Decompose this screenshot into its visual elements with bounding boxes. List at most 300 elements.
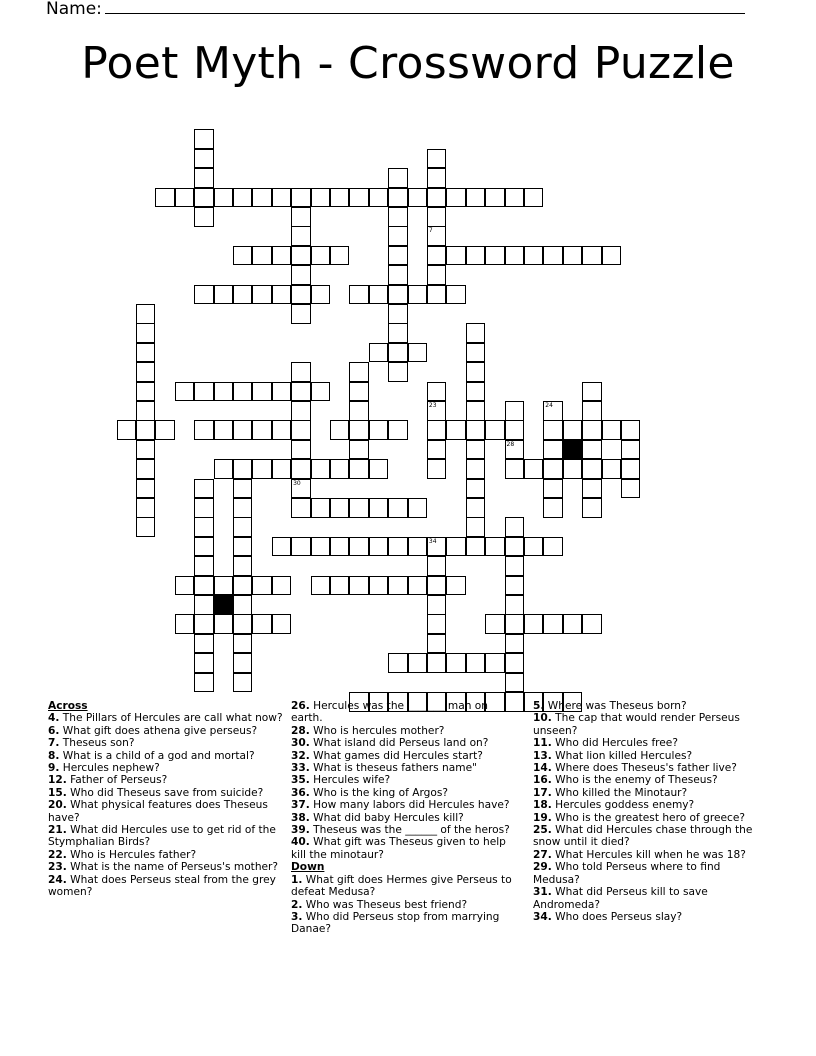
grid-cell[interactable] <box>252 382 272 402</box>
grid-cell[interactable] <box>136 343 156 363</box>
clue-number: 3. <box>291 910 303 923</box>
grid-cell[interactable] <box>466 653 486 673</box>
grid-cell[interactable] <box>252 576 272 596</box>
grid-cell[interactable] <box>485 420 505 440</box>
grid-cell[interactable] <box>427 401 447 421</box>
grid-cell[interactable] <box>582 459 602 479</box>
grid-cell[interactable] <box>446 246 466 266</box>
clue-text: Hercules wife? <box>309 774 391 787</box>
grid-cell[interactable] <box>272 576 292 596</box>
grid-cell[interactable] <box>369 343 389 363</box>
grid-cell[interactable] <box>272 614 292 634</box>
grid-cell[interactable] <box>369 576 389 596</box>
grid-cell[interactable] <box>466 459 486 479</box>
grid-cell[interactable] <box>446 285 466 305</box>
grid-cell[interactable] <box>194 517 214 537</box>
grid-cell[interactable] <box>233 517 253 537</box>
across-clue <box>291 762 521 774</box>
grid-cell[interactable] <box>369 285 389 305</box>
grid-cell[interactable] <box>582 246 602 266</box>
grid-cell[interactable] <box>466 537 486 557</box>
clue-text: What physical features does Theseus have? <box>48 799 268 824</box>
grid-cell[interactable] <box>388 188 408 208</box>
grid-cell[interactable] <box>311 285 331 305</box>
grid-cell[interactable] <box>291 304 311 324</box>
clue-number: 24. <box>48 873 67 886</box>
grid-cell[interactable] <box>408 537 428 557</box>
grid-cell[interactable] <box>466 420 486 440</box>
grid-cell[interactable] <box>233 188 253 208</box>
grid-cell[interactable] <box>427 653 447 673</box>
grid-cell[interactable] <box>194 673 214 693</box>
grid-cell[interactable] <box>369 537 389 557</box>
grid-cell[interactable] <box>194 207 214 227</box>
grid-cell[interactable] <box>136 420 156 440</box>
clue-text: What did Hercules use to get rid of the Stymphalian Birds? <box>48 824 276 849</box>
grid-cell[interactable] <box>233 459 253 479</box>
grid-cell[interactable] <box>582 440 602 460</box>
grid-cell[interactable] <box>621 440 641 460</box>
grid-cell[interactable] <box>291 459 311 479</box>
clue-number: 30. <box>291 737 310 750</box>
grid-cell[interactable] <box>349 459 369 479</box>
grid-cell[interactable] <box>291 401 311 421</box>
grid-cell[interactable] <box>466 517 486 537</box>
grid-cell[interactable] <box>194 576 214 596</box>
grid-cell[interactable] <box>427 420 447 440</box>
grid-cell[interactable] <box>291 440 311 460</box>
down-clue <box>533 861 765 886</box>
grid-cell[interactable] <box>543 420 563 440</box>
grid-cell[interactable] <box>175 614 195 634</box>
grid-cell[interactable] <box>233 246 253 266</box>
grid-cell[interactable] <box>272 188 292 208</box>
grid-cell[interactable] <box>427 634 447 654</box>
grid-cell[interactable] <box>155 188 175 208</box>
grid-cell[interactable] <box>427 149 447 169</box>
grid-cell[interactable] <box>194 285 214 305</box>
grid-cell[interactable] <box>388 420 408 440</box>
grid-cell[interactable] <box>408 498 428 518</box>
grid-cell[interactable] <box>194 614 214 634</box>
grid-cell[interactable] <box>427 285 447 305</box>
grid-cell[interactable] <box>524 537 544 557</box>
grid-cell[interactable] <box>194 149 214 169</box>
clue-text: What is the name of Perseus's mother? <box>66 861 279 874</box>
grid-cell[interactable] <box>602 459 622 479</box>
clue-text: What did Perseus kill to save Andromeda? <box>533 886 708 911</box>
grid-cell[interactable] <box>252 459 272 479</box>
grid-cell[interactable] <box>505 673 525 693</box>
grid-cell[interactable] <box>349 362 369 382</box>
grid-cell[interactable] <box>252 285 272 305</box>
grid-cell[interactable] <box>291 207 311 227</box>
grid-cell[interactable] <box>505 556 525 576</box>
clue-number: 23. <box>48 861 67 874</box>
cell-number: 7 <box>428 227 433 235</box>
across-clue <box>291 824 521 836</box>
down-clue <box>533 762 765 774</box>
grid-cell[interactable] <box>349 576 369 596</box>
grid-cell[interactable] <box>446 188 466 208</box>
grid-cell[interactable] <box>136 498 156 518</box>
grid-cell[interactable] <box>291 362 311 382</box>
grid-cell[interactable] <box>505 595 525 615</box>
grid-cell[interactable] <box>485 246 505 266</box>
grid-cell[interactable] <box>369 420 389 440</box>
grid-cell[interactable] <box>563 246 583 266</box>
grid-cell[interactable] <box>388 653 408 673</box>
grid-cell[interactable] <box>291 226 311 246</box>
clue-text: Hercules nephew? <box>59 762 160 775</box>
grid-cell[interactable] <box>291 479 311 499</box>
across-clue <box>48 874 284 899</box>
grid-cell[interactable] <box>214 382 234 402</box>
grid-cell[interactable] <box>602 246 622 266</box>
grid-cell[interactable] <box>388 537 408 557</box>
grid-cell[interactable] <box>291 420 311 440</box>
grid-cell[interactable] <box>466 498 486 518</box>
grid-cell[interactable] <box>194 188 214 208</box>
grid-cell[interactable] <box>136 401 156 421</box>
grid-cell[interactable] <box>214 188 234 208</box>
grid-cell[interactable] <box>252 246 272 266</box>
grid-cell[interactable] <box>272 382 292 402</box>
grid-cell[interactable] <box>330 576 350 596</box>
clue-number: 25. <box>533 824 552 837</box>
grid-cell[interactable] <box>311 188 331 208</box>
across-clue <box>48 762 284 774</box>
grid-cell[interactable] <box>543 440 563 460</box>
grid-cell[interactable] <box>427 382 447 402</box>
grid-cell[interactable] <box>136 304 156 324</box>
cell-number: 23 <box>428 402 437 409</box>
grid-cell[interactable] <box>582 401 602 421</box>
clue-number: 37. <box>291 799 310 812</box>
grid-cell[interactable] <box>349 440 369 460</box>
grid-cell[interactable] <box>582 382 602 402</box>
clue-text: Where was Theseus born? <box>544 700 687 712</box>
grid-cell[interactable] <box>233 420 253 440</box>
grid-cell[interactable] <box>563 459 583 479</box>
grid-cell[interactable] <box>233 653 253 673</box>
grid-cell[interactable] <box>175 188 195 208</box>
grid-cell[interactable] <box>233 498 253 518</box>
grid-cell[interactable] <box>427 168 447 188</box>
clue-number: 26. <box>291 700 310 712</box>
clue-number: 38. <box>291 811 310 824</box>
grid-cell[interactable] <box>388 498 408 518</box>
grid-cell[interactable] <box>311 246 331 266</box>
grid-cell[interactable] <box>621 459 641 479</box>
grid-cell[interactable] <box>272 537 292 557</box>
grid-cell[interactable] <box>291 265 311 285</box>
grid-cell[interactable] <box>563 614 583 634</box>
grid-cell[interactable] <box>446 576 466 596</box>
grid-cell[interactable] <box>408 188 428 208</box>
grid-cell[interactable] <box>252 420 272 440</box>
grid-cell[interactable] <box>233 537 253 557</box>
grid-cell[interactable] <box>252 188 272 208</box>
grid-cell[interactable] <box>194 556 214 576</box>
grid-cell[interactable] <box>427 246 447 266</box>
grid-cell[interactable] <box>214 614 234 634</box>
grid-cell[interactable] <box>194 634 214 654</box>
grid-cell[interactable] <box>349 498 369 518</box>
grid-cell[interactable] <box>233 595 253 615</box>
across-clue <box>291 700 521 725</box>
grid-cell[interactable] <box>155 420 175 440</box>
grid-cell[interactable] <box>582 420 602 440</box>
grid-cell[interactable] <box>466 323 486 343</box>
grid-cell[interactable] <box>466 479 486 499</box>
grid-cell[interactable] <box>291 188 311 208</box>
grid-cell[interactable] <box>505 614 525 634</box>
grid-cell[interactable] <box>233 576 253 596</box>
across-clue <box>291 812 521 824</box>
grid-cell[interactable] <box>194 420 214 440</box>
grid-cell[interactable] <box>291 537 311 557</box>
grid-cell[interactable] <box>505 420 525 440</box>
grid-cell[interactable] <box>194 595 214 615</box>
grid-cell[interactable] <box>388 362 408 382</box>
grid-cell[interactable] <box>446 653 466 673</box>
grid-cell[interactable] <box>408 653 428 673</box>
grid-cell[interactable] <box>233 556 253 576</box>
grid-cell[interactable] <box>427 614 447 634</box>
clue-text: What gift does athena give perseus? <box>59 724 258 737</box>
cell-number: 34 <box>428 537 437 545</box>
grid-cell[interactable] <box>446 420 466 440</box>
grid-cell[interactable] <box>349 401 369 421</box>
grid-cell[interactable] <box>291 246 311 266</box>
grid-cell[interactable] <box>369 188 389 208</box>
grid-cell[interactable] <box>388 343 408 363</box>
grid-cell[interactable] <box>233 634 253 654</box>
grid-cell[interactable] <box>117 420 137 440</box>
grid-cell[interactable] <box>136 459 156 479</box>
grid-cell[interactable] <box>252 614 272 634</box>
grid-cell[interactable] <box>330 188 350 208</box>
grid-cell[interactable] <box>311 459 331 479</box>
grid-cell[interactable] <box>427 459 447 479</box>
across-clue <box>48 774 284 786</box>
clue-text: What does Perseus steal from the grey women? <box>48 873 276 899</box>
grid-cell[interactable] <box>388 323 408 343</box>
grid-cell[interactable] <box>388 168 408 188</box>
down-clue <box>533 849 765 861</box>
grid-cell[interactable] <box>543 537 563 557</box>
grid-cell[interactable] <box>466 440 486 460</box>
grid-cell[interactable] <box>272 420 292 440</box>
clue-text: Who is the enemy of Theseus? <box>551 774 718 787</box>
grid-cell[interactable] <box>543 498 563 518</box>
grid-cell[interactable] <box>194 498 214 518</box>
grid-cell[interactable] <box>272 246 292 266</box>
grid-cell[interactable] <box>349 188 369 208</box>
down-clue <box>533 700 765 712</box>
grid-cell[interactable] <box>427 265 447 285</box>
grid-cell[interactable] <box>369 498 389 518</box>
grid-cell[interactable] <box>466 246 486 266</box>
grid-cell[interactable] <box>330 459 350 479</box>
grid-cell[interactable] <box>582 498 602 518</box>
grid-cell[interactable] <box>194 653 214 673</box>
grid-cell[interactable] <box>214 576 234 596</box>
grid-cell[interactable] <box>136 382 156 402</box>
grid-cell[interactable] <box>291 285 311 305</box>
across-clue <box>48 712 284 724</box>
grid-cell[interactable] <box>311 382 331 402</box>
across-clue <box>48 824 284 849</box>
grid-cell[interactable] <box>543 479 563 499</box>
clue-text: Who is the king of Argos? <box>309 786 448 799</box>
grid-cell[interactable] <box>427 207 447 227</box>
grid-cell[interactable] <box>136 362 156 382</box>
grid-cell[interactable] <box>505 401 525 421</box>
grid-cell[interactable] <box>272 285 292 305</box>
grid-cell[interactable] <box>543 459 563 479</box>
grid-cell[interactable] <box>466 401 486 421</box>
across-clue <box>291 737 521 749</box>
grid-cell[interactable] <box>466 362 486 382</box>
grid-cell[interactable] <box>330 246 350 266</box>
clue-text: Father of Perseus? <box>66 774 168 787</box>
grid-cell[interactable] <box>427 188 447 208</box>
grid-cell[interactable] <box>543 614 563 634</box>
grid-cell[interactable] <box>485 188 505 208</box>
grid-cell[interactable] <box>194 129 214 149</box>
grid-cell[interactable] <box>330 498 350 518</box>
clue-number: 4. <box>48 712 60 725</box>
grid-cell[interactable] <box>524 246 544 266</box>
grid-cell[interactable] <box>446 537 466 557</box>
grid-cell[interactable] <box>330 420 350 440</box>
grid-cell[interactable] <box>349 285 369 305</box>
clue-text: Hercules was the _______ man on earth. <box>291 700 488 725</box>
grid-cell[interactable] <box>291 498 311 518</box>
grid-cell[interactable] <box>543 246 563 266</box>
clue-number: 39. <box>291 824 310 837</box>
grid-cell[interactable] <box>214 285 234 305</box>
grid-cell[interactable] <box>388 226 408 246</box>
grid-cell[interactable] <box>388 265 408 285</box>
grid-cell[interactable] <box>427 537 447 557</box>
grid-cell[interactable] <box>388 246 408 266</box>
grid-cell[interactable] <box>388 576 408 596</box>
grid-cell[interactable] <box>466 343 486 363</box>
grid-cell[interactable] <box>602 420 622 440</box>
grid-cell[interactable] <box>485 614 505 634</box>
grid-cell[interactable] <box>349 382 369 402</box>
across-clue <box>48 799 284 824</box>
cell-number: 24 <box>545 402 553 409</box>
grid-cell[interactable] <box>233 614 253 634</box>
grid-cell[interactable] <box>505 246 525 266</box>
grid-cell[interactable] <box>427 576 447 596</box>
grid-cell[interactable] <box>427 595 447 615</box>
grid-cell[interactable] <box>505 440 525 460</box>
grid-cell[interactable] <box>369 459 389 479</box>
grid-cell[interactable] <box>427 226 447 246</box>
grid-cell[interactable] <box>485 653 505 673</box>
grid-cell[interactable] <box>582 479 602 499</box>
grid-cell[interactable] <box>505 188 525 208</box>
grid-cell[interactable] <box>505 634 525 654</box>
grid-cell[interactable] <box>175 576 195 596</box>
grid-cell[interactable] <box>485 537 505 557</box>
grid-cell[interactable] <box>524 459 544 479</box>
grid-cell[interactable] <box>621 420 641 440</box>
clue-text: What is theseus fathers name" <box>309 762 477 775</box>
grid-cell[interactable] <box>388 207 408 227</box>
grid-cell[interactable] <box>233 673 253 693</box>
grid-cell[interactable] <box>311 576 331 596</box>
grid-cell[interactable] <box>233 285 253 305</box>
grid-cell[interactable] <box>563 420 583 440</box>
grid-cell[interactable] <box>524 188 544 208</box>
grid-cell[interactable] <box>505 459 525 479</box>
grid-cell[interactable] <box>505 576 525 596</box>
grid-cell[interactable] <box>466 382 486 402</box>
grid-cell[interactable] <box>136 517 156 537</box>
clue-text: What did Hercules chase through the snow until it died? <box>533 824 753 849</box>
grid-cell[interactable] <box>427 440 447 460</box>
clue-text: Who was Theseus best friend? <box>302 898 468 911</box>
grid-cell[interactable] <box>388 304 408 324</box>
grid-cell[interactable] <box>427 556 447 576</box>
across-clue <box>48 861 284 873</box>
grid-cell[interactable] <box>175 382 195 402</box>
page-title: Poet Myth - Crossword Puzzle <box>81 38 735 89</box>
grid-cell[interactable] <box>349 420 369 440</box>
grid-cell[interactable] <box>194 168 214 188</box>
grid-cell[interactable] <box>136 440 156 460</box>
grid-cell[interactable] <box>233 382 253 402</box>
grid-cell[interactable] <box>505 517 525 537</box>
grid-cell[interactable] <box>311 498 331 518</box>
grid-cell[interactable] <box>621 479 641 499</box>
across-clue <box>48 849 284 861</box>
grid-cell[interactable] <box>233 479 253 499</box>
grid-cell[interactable] <box>408 576 428 596</box>
grid-cell[interactable] <box>194 382 214 402</box>
grid-cell[interactable] <box>466 188 486 208</box>
grid-cell[interactable] <box>311 537 331 557</box>
grid-cell[interactable] <box>582 614 602 634</box>
grid-cell[interactable] <box>136 323 156 343</box>
grid-cell[interactable] <box>388 285 408 305</box>
grid-cell[interactable] <box>408 285 428 305</box>
grid-cell[interactable] <box>214 420 234 440</box>
grid-cell[interactable] <box>408 343 428 363</box>
grid-cell[interactable] <box>291 382 311 402</box>
clue-text: Where does Theseus's father live? <box>551 762 737 775</box>
grid-cell[interactable] <box>136 479 156 499</box>
grid-cell[interactable] <box>194 479 214 499</box>
grid-cell[interactable] <box>505 537 525 557</box>
grid-cell[interactable] <box>543 401 563 421</box>
down-clue <box>291 911 521 936</box>
grid-cell[interactable] <box>272 459 292 479</box>
grid-cell[interactable] <box>505 653 525 673</box>
grid-cell[interactable] <box>330 537 350 557</box>
grid-cell[interactable] <box>194 537 214 557</box>
grid-cell[interactable] <box>349 537 369 557</box>
grid-cell[interactable] <box>214 459 234 479</box>
down-clue <box>533 799 765 811</box>
grid-cell[interactable] <box>524 614 544 634</box>
